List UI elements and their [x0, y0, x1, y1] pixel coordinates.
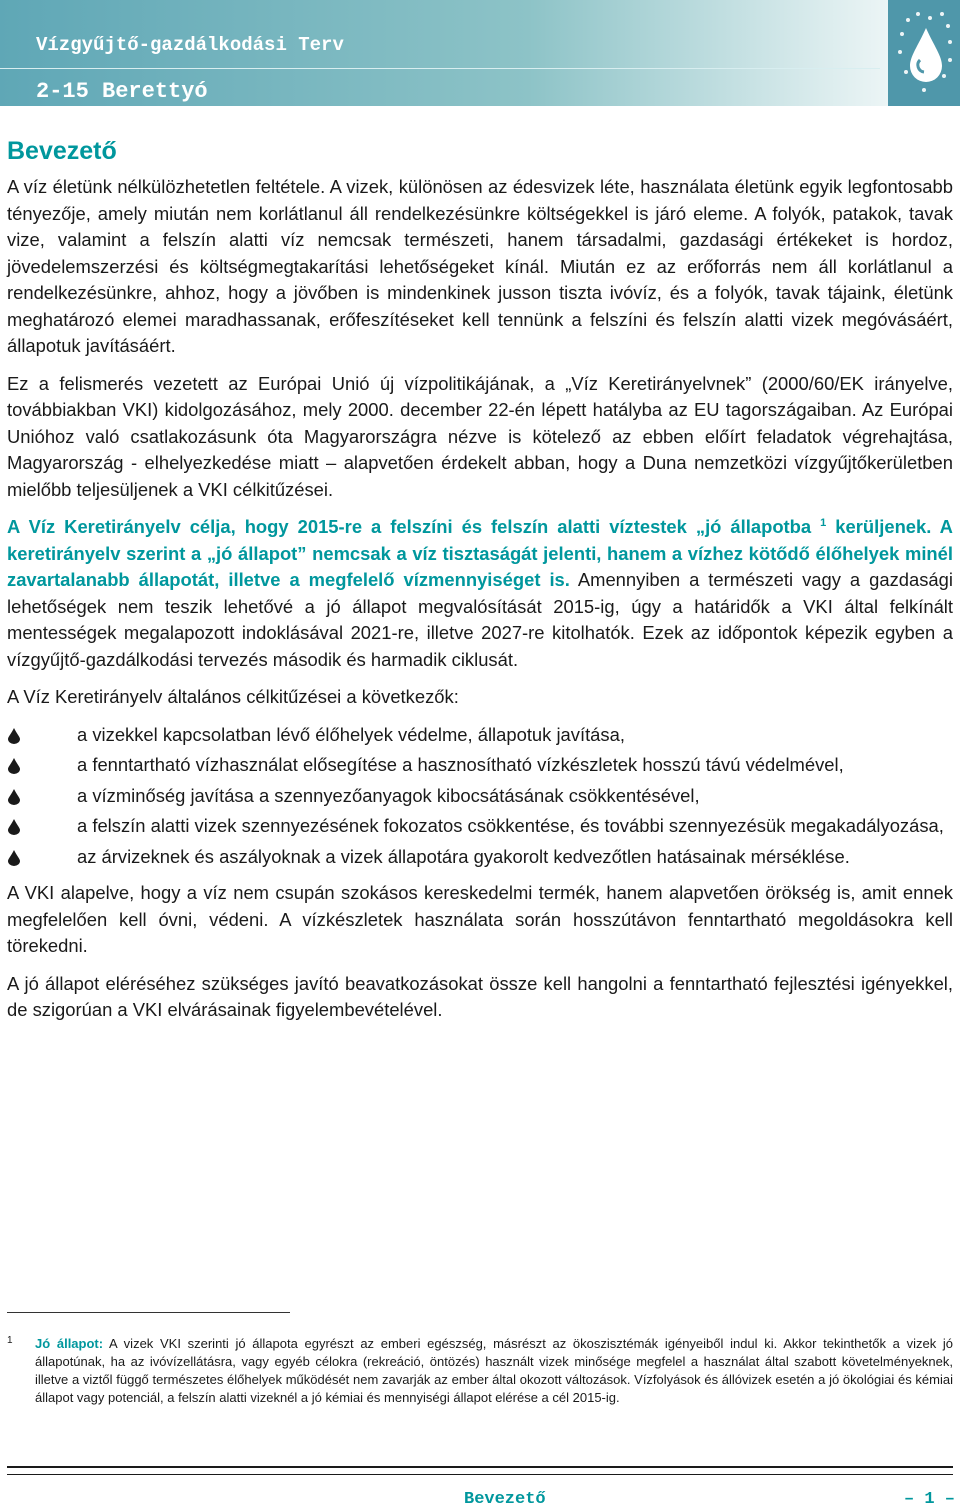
goals-list: [7, 722, 953, 871]
footnote-number: 1: [7, 1335, 13, 1346]
drop-bullet-icon: [7, 850, 21, 866]
footer-section-name: Bevezető: [464, 1490, 546, 1509]
header-divider: [0, 68, 880, 69]
principle-paragraph: A VKI alapelve, hogy a víz nem csupán szokásos kereskedelmi termék, hanem alapvetően örökség is, amit ennek megfelelően kell óvni, védeni. A vízkészletek használata során hosszútávon fenntartható megoldásokra kell törekedni.: [7, 882, 953, 956]
intro-paragraph: A víz életünk nélkülözhetetlen feltétele. A vizek, különösen az édesvizek léte, használata életünk egyik legfontosabb tényezője, amely miután nem korlátlanul áll rendelkezésünkre költségekkel is járó eleme. A folyók, patakok, tavak vize, valamint a felszín alatti víz nemcsak természeti, hanem társadalmi, gazdasági értékeket is hordoz, jövedelemszerzési és költségmegtakarítási lehetőségeket kínál. Miután ez az erőforrás nem áll korlátlanul a rendelkezésünkre, ahhoz, hogy a jövőben is mindenkinek jusson tiszta ivóvíz, és a folyók, tavak tájaink, életünk meghatározó elemei maradhassanak, erőfeszítéseket kell tennünk a felszíni és felszín alatti vizek megóvásáért, állapotuk javításáért.: [7, 176, 953, 356]
goal-text: a fenntartható vízhasználat elősegítése a hasznosítható vízkészletek hosszú távú védelmével,: [77, 754, 844, 775]
goal-item: [7, 752, 953, 779]
plan-title: Vízgyűjtő-gazdálkodási Terv: [36, 34, 344, 56]
vki-paragraph: Ez a felismerés vezetett az Európai Unió új vízpolitikájának, a „Víz Keretirányelvnek” (2000/60/EK irányelve, továbbiakban VKI) kidolgozásához, mely 2000. december 22-én lépett hatályba az EU tagországaiban. Az Európai Unióhoz való csatlakozásunk óta Magyarországra nézve is kötelező az ebben előírt feladatok végrehajtása, Magyarország - elhelyezkedése miatt – alapvetően érdekelt abban, hogy a Duna nemzetközi vízgyűjtőkerületben mielőbb teljesüljenek a VKI célkitűzései.: [7, 372, 953, 500]
section-title: Bevezető: [7, 137, 117, 165]
footnote-text: A vizek VKI szerinti jó állapota egyrészt az emberi egészség, másrészt az ökoszisztémák igényeiből indul ki. Akkor tekinthetők a vizek jó állapotúnak, ha az ivóvízellátásra, vagy egyéb célokra (rekreáció, öntözés) használt vizek minősége megfelel a használat által szabott követelményeknek, illetve a viztől függő természetes élőhelyek működését nem zavarják az ember által okozott változások. Vízfolyások és állóvizek esetén a jó ökológiai és kémiai állapot vagy potenciál, a felszín alatti vizeknél a jó kémiai és mennyiségi állapot elérése a cél 2015-ig.: [35, 1336, 953, 1405]
goal-paragraph: [7, 514, 953, 673]
goal-text: az árvizeknek és aszályoknak a vizek állapotára gyakorolt kedvezőtlen hatásainak mérséklése.: [77, 845, 850, 867]
highlight-good-status-text: kerüljenek. A keretirányelv szerint a „jó állapot” nemcsak a víz tisztaságát jelenti, hanem a vízhez kötődő élőhelyek minél zavartalanabb állapotát, illetve a megfelelő vízmennyiséget is.: [7, 516, 953, 590]
footnote-term: Jó állapot:: [35, 1336, 104, 1351]
goal-item: [7, 844, 953, 871]
footnote: [7, 1335, 953, 1407]
goal-text: a felszín alatti vizek szennyezésének fokozatos csökkentése, és további szennyezésük megakadályozása,: [77, 815, 944, 836]
footnote-divider: [7, 1312, 290, 1313]
highlight-goal-text: A Víz Keretirányelv célja, hogy 2015-re a felszíni és felszín alatti víztestek „jó állapotba: [7, 516, 812, 537]
main-content: [7, 134, 953, 1035]
drop-bullet-icon: [7, 758, 21, 774]
goal-item: [7, 783, 953, 810]
footnote-reference[interactable]: 1: [820, 516, 827, 529]
drop-bullet-icon: [7, 789, 21, 805]
deadline-text: Amennyiben a természeti vagy a gazdasági lehetőségek nem teszik lehetővé a jó állapot megvalósítását 2015-ig, úgy a határidők a VKI által felkínált mentességek megalapozott indoklásával 2021-re, illetve 2027-re kitolhatók. Ezek az időpontok képezik egyben a vízgyűjtő-gazdálkodási tervezés második és harmadik ciklusát.: [7, 569, 953, 670]
footnote-body: [35, 1335, 953, 1407]
drop-bullet-icon: [7, 819, 21, 835]
water-drop-logo-icon: [888, 0, 960, 106]
measures-paragraph: A jó állapot eléréséhez szükséges javító beavatkozásokat össze kell hangolni a fenntartható fejlesztési igényekkel, de szigorúan a VKI elvárásainak figyelembevételével.: [7, 972, 953, 1020]
goal-text: a vízminőség javítása a szennyezőanyagok kibocsátásának csökkentésével,: [77, 784, 700, 806]
goal-item: [7, 722, 953, 749]
drop-bullet-icon: [7, 728, 21, 744]
goal-item: [7, 813, 953, 840]
basin-title: 2-15 Berettyó: [36, 79, 208, 104]
page-number: – 1 –: [904, 1490, 956, 1509]
goal-text: a vizekkel kapcsolatban lévő élőhelyek védelme, állapotuk javítása,: [77, 723, 625, 745]
goals-intro: A Víz Keretirányelv általános célkitűzései a következők:: [7, 686, 459, 707]
page-header: [0, 0, 960, 106]
footer-divider: [7, 1466, 953, 1475]
